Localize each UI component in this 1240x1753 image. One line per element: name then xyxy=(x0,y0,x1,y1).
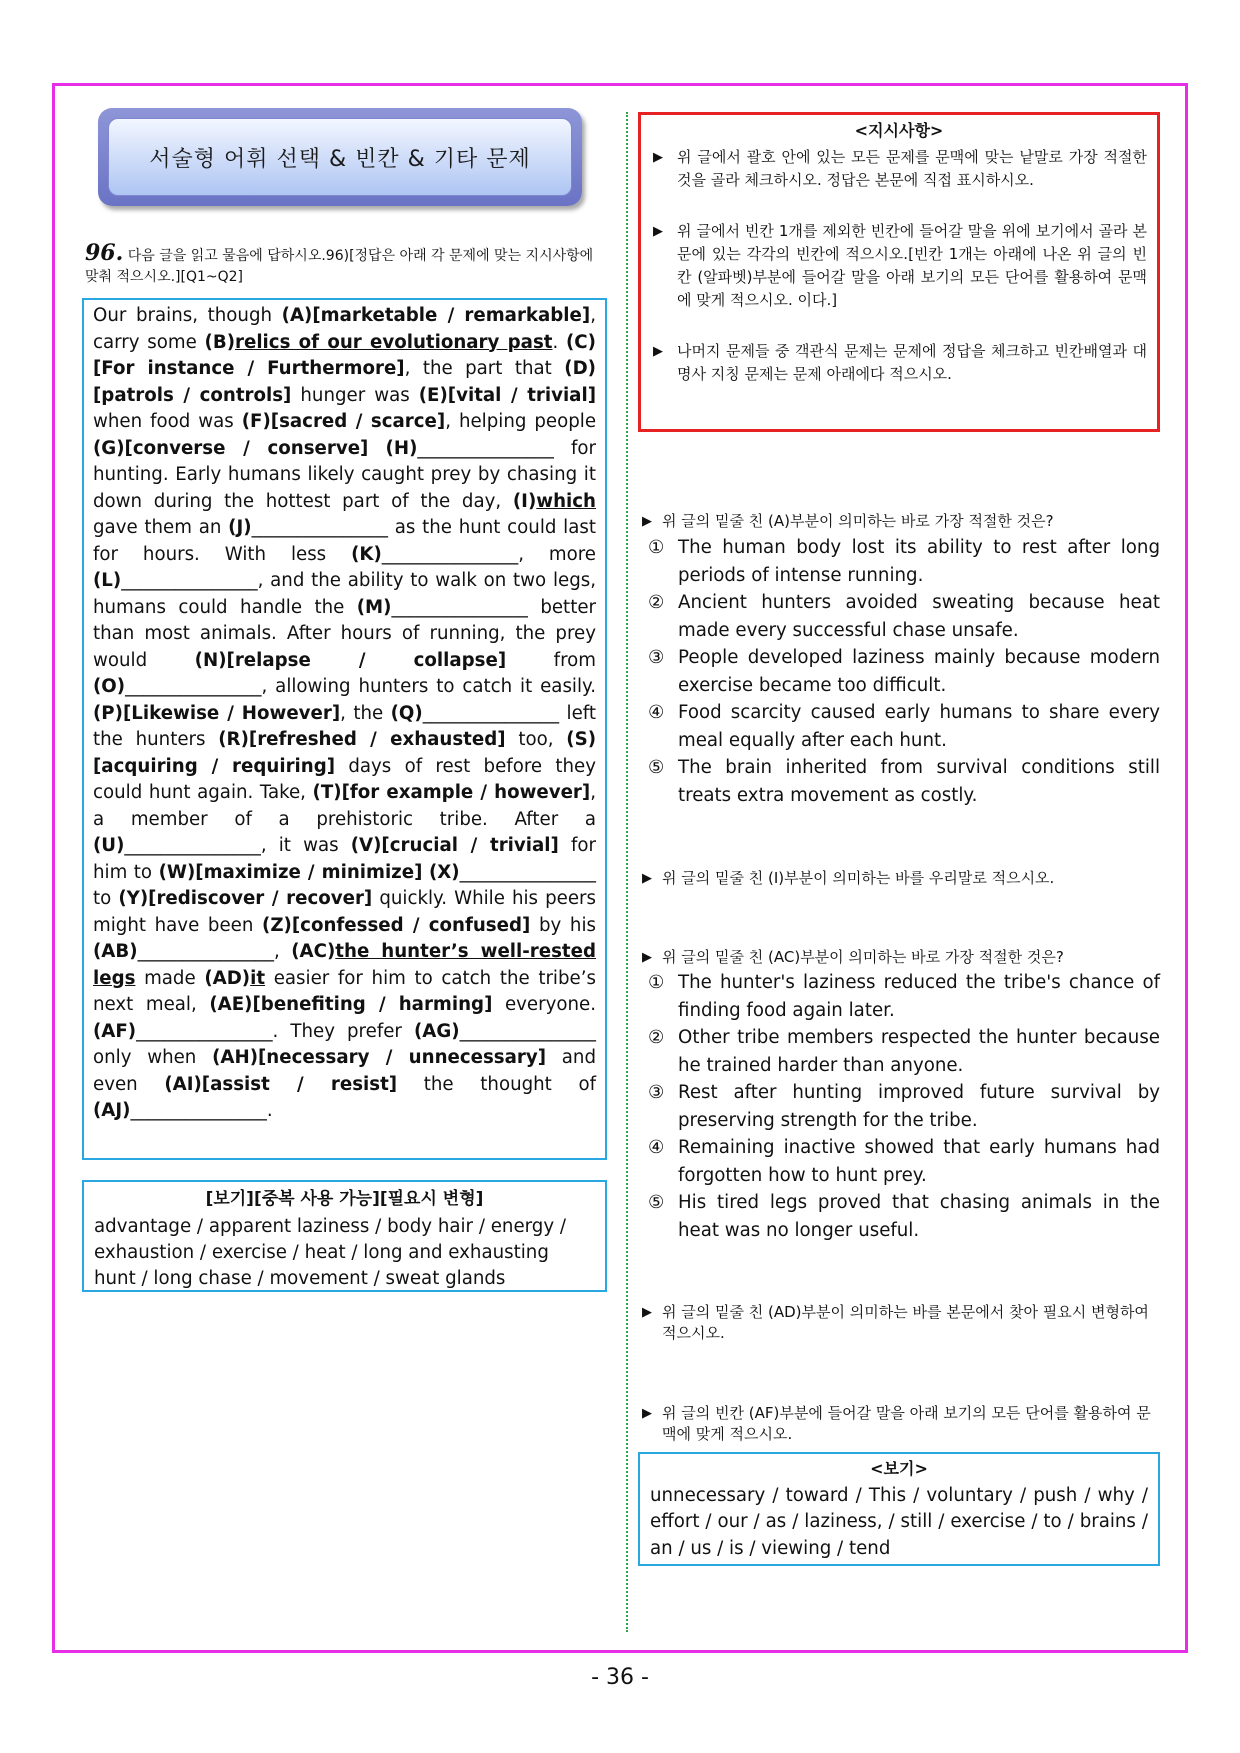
answer-choice[interactable]: ④ Remaining inactive showed that early humans had forgotten how to hunt prey. xyxy=(648,1137,1160,1186)
section-title-box xyxy=(98,108,582,206)
answer-choice[interactable]: ③ People developed laziness mainly because modern exercise became too difficult. xyxy=(648,647,1160,696)
word-box-2 xyxy=(638,1452,1160,1566)
word-box-words: advantage / apparent laziness / body hair / energy / exhaustion / exercise / heat / long and exhausting hunt / long chase / movement / sweat glands xyxy=(94,1216,567,1289)
column-divider xyxy=(626,112,628,1632)
question-AC-choices xyxy=(648,969,1160,1244)
choice-AH[interactable]: (AH)[necessary / unnecessary] xyxy=(212,1047,547,1068)
triangle-bullet-icon: ▶ xyxy=(642,950,652,965)
question-header xyxy=(85,240,605,288)
choice-AE[interactable]: (AE)[benefiting / harming] xyxy=(209,994,493,1015)
answer-choice[interactable]: ① The human body lost its ability to rest after long periods of intense running. xyxy=(648,537,1160,586)
choice-Y[interactable]: (Y)[rediscover / recover] xyxy=(118,888,373,909)
choice-G[interactable]: (G)[converse / conserve] xyxy=(93,437,369,459)
instructions-box xyxy=(638,112,1160,432)
blank-U[interactable]: _______________ xyxy=(124,835,261,856)
answer-choice[interactable]: ② Other tribe members respected the hunter because he trained harder than anyone. xyxy=(648,1027,1160,1076)
underline-I: which xyxy=(536,490,596,512)
choice-R[interactable]: (R)[refreshed / exhausted] xyxy=(218,729,506,750)
underline-AD: it xyxy=(250,967,266,989)
blank-AJ[interactable]: _______________ xyxy=(130,1100,267,1121)
instructions-title: <지시사항> xyxy=(854,121,944,140)
instruction-item: ▶ 위 글에서 괄호 안에 있는 모든 문제를 문맥에 맞는 낱말로 가장 적절한 것을 골라 체크하시오. 정답은 본문에 직접 표시하시오. xyxy=(651,146,1147,192)
choice-V[interactable]: (V)[crucial / trivial] xyxy=(350,835,559,856)
question-AD-prompt: ▶ 위 글의 밑줄 친 (AD)부분이 의미하는 바를 본문에서 찾아 필요시 변형하여 적으시오. xyxy=(642,1303,1149,1342)
choice-W[interactable]: (W)[maximize / minimize] xyxy=(158,861,423,883)
label-B: (B) xyxy=(204,331,236,353)
word-box-2-title: <보기> xyxy=(870,1459,928,1478)
choice-F[interactable]: (F)[sacred / scarce] xyxy=(241,411,446,432)
choice-Z[interactable]: (Z)[confessed / confused] xyxy=(262,914,531,936)
choice-T[interactable]: (T)[for example / however] xyxy=(312,782,591,803)
question-number: 96. xyxy=(85,240,124,266)
choice-E[interactable]: (E)[vital / trivial] xyxy=(418,384,597,406)
choice-S[interactable]: (S)[acquiring / requiring] xyxy=(93,729,597,777)
blank-M[interactable]: _______________ xyxy=(391,596,528,618)
question-instruction: 다음 글을 읽고 물음에 답하시오.96)[정답은 아래 각 문제에 맞는 지시사항에 맞춰 적으시오.][Q1~Q2] xyxy=(85,248,594,285)
choice-P[interactable]: (P)[Likewise / However] xyxy=(93,702,341,724)
blank-L[interactable]: _______________ xyxy=(121,570,258,591)
blank-O[interactable]: _______________ xyxy=(125,676,262,697)
choice-C[interactable]: (C)[For instance / Furthermore] xyxy=(93,331,596,379)
blank-X[interactable]: _______________ xyxy=(459,861,596,883)
question-A-prompt: ▶ 위 글의 밑줄 친 (A)부분이 의미하는 바로 가장 적절한 것은? xyxy=(642,512,1054,530)
question-AF-prompt: ▶ 위 글의 빈칸 (AF)부분에 들어갈 말을 아래 보기의 모든 단어를 활용하여 문맥에 맞게 적으시오. xyxy=(642,1404,1151,1443)
question-I-prompt: ▶ 위 글의 밑줄 친 (I)부분이 의미하는 바를 우리말로 적으시오. xyxy=(642,869,1055,887)
instruction-item: ▶ 나머지 문제들 중 객관식 문제는 문제에 정답을 체크하고 빈칸배열과 대명사 지칭 문제는 문제 아래에다 적으시오. xyxy=(651,340,1147,386)
question-AC-prompt: ▶ 위 글의 밑줄 친 (AC)부분이 의미하는 바로 가장 적절한 것은? xyxy=(642,948,1064,966)
word-box xyxy=(82,1180,607,1292)
blank-J[interactable]: _______________ xyxy=(251,517,388,538)
reading-passage: Our brains, though (A)[marketable / remarkable], carry some (B)relics of our evolutionary past. (C)[For instance / Furthermore], the part that (D)[patrols / controls] hunger was (E)[vital / trivial] when food was (F)[sacred / scarce], helping people (G)[converse / conserve] (H)_______________ for hunting. Early humans likely caught prey by chasing it down during the hottest part of the day, (I)which gave them an (J)_______________ as the hunt could last for hours. With less (K)_______________, more (L)_______________, and the ability to walk on two legs, humans could handle the (M)_______________ better than most animals. After hours of running, the prey would (N)[relapse / collapse] from (O)_______________, allowing hunters to catch it easily. (P)[Likewise / However], the (Q)_______________ left the hunters (R)[refreshed / exhausted] too, (S)[acquiring / requiring] days of rest before they could hunt again. Take, (T)[for example / however], a member of a prehistoric tribe. After a (U)_______________, it was (V)[crucial / trivial] for him to (W)[maximize / minimize] (X)_______________ to (Y)[rediscover / recover] quickly. While his peers might have been (Z)[confessed / confused] by his (AB)_______________, (AC)the hunter’s well-rested legs made (AD)it easier for him to catch the tribe’s next meal, (AE)[benefiting / harming] everyone. (AF)_______________. They prefer (AG)_______________ only when (AH)[necessary / unnecessary] and even (AI)[assist / resist] the thought of (AJ)_______________. xyxy=(82,298,607,1160)
answer-choice[interactable]: ① The hunter's laziness reduced the tribe's chance of finding food again later. xyxy=(648,972,1160,1021)
instruction-item: ▶ 위 글에서 빈칸 1개를 제외한 빈칸에 들어갈 말을 위에 보기에서 골라 본문에 있는 각각의 빈칸에 적으시오.[빈칸 1개는 아래에 나온 위 글의 빈칸 (알파벳)부분에 들어갈 말을 아래 보기의 모든 단어를 활용하여 문맥에 맞게 적으시오. 이다.] xyxy=(651,220,1147,312)
answer-choice[interactable]: ③ Rest after hunting improved future survival by preserving strength for the tribe. xyxy=(648,1082,1160,1131)
triangle-bullet-icon: ▶ xyxy=(642,514,652,529)
blank-AB[interactable]: _______________ xyxy=(137,941,274,962)
choice-A[interactable]: (A)[marketable / remarkable] xyxy=(281,305,591,326)
blank-Q[interactable]: _______________ xyxy=(422,702,560,724)
answer-choice[interactable]: ④ Food scarcity caused early humans to share every meal equally after each hunt. xyxy=(648,702,1160,751)
choice-D[interactable]: (D)[patrols / controls] xyxy=(93,358,596,406)
question-A-choices xyxy=(648,534,1160,809)
blank-AG[interactable]: _______________ xyxy=(459,1020,596,1042)
triangle-bullet-icon: ▶ xyxy=(642,1406,652,1421)
blank-H[interactable]: _______________ xyxy=(417,437,554,459)
choice-AI[interactable]: (AI)[assist / resist] xyxy=(164,1073,398,1095)
triangle-bullet-icon: ▶ xyxy=(642,1305,652,1320)
choice-N[interactable]: (N)[relapse / collapse] xyxy=(194,649,507,671)
triangle-bullet-icon: ▶ xyxy=(642,871,652,886)
section-title: 서술형 어휘 선택 & 빈칸 & 기타 문제 xyxy=(108,118,572,196)
blank-K[interactable]: _______________ xyxy=(381,543,519,565)
answer-choice[interactable]: ⑤ The brain inherited from survival conditions still treats extra movement as costly. xyxy=(648,757,1160,806)
word-box-2-words: unnecessary / toward / This / voluntary / push / why / effort / our / as / laziness, / still / exercise / to / brains / an / us / is / viewing / tend xyxy=(650,1484,1148,1559)
answer-choice[interactable]: ② Ancient hunters avoided sweating because heat made every successful chase unsafe. xyxy=(648,592,1160,641)
underline-AC: the hunter’s well-rested legs xyxy=(93,941,596,989)
blank-AF[interactable]: _______________ xyxy=(136,1020,273,1042)
word-box-title: [보기][중복 사용 가능][필요시 변형] xyxy=(205,1189,484,1209)
page-number: - 36 - xyxy=(591,1665,649,1690)
underline-B: relics of our evolutionary past xyxy=(235,331,553,353)
answer-choice[interactable]: ⑤ His tired legs proved that chasing animals in the heat was no longer useful. xyxy=(648,1192,1160,1241)
